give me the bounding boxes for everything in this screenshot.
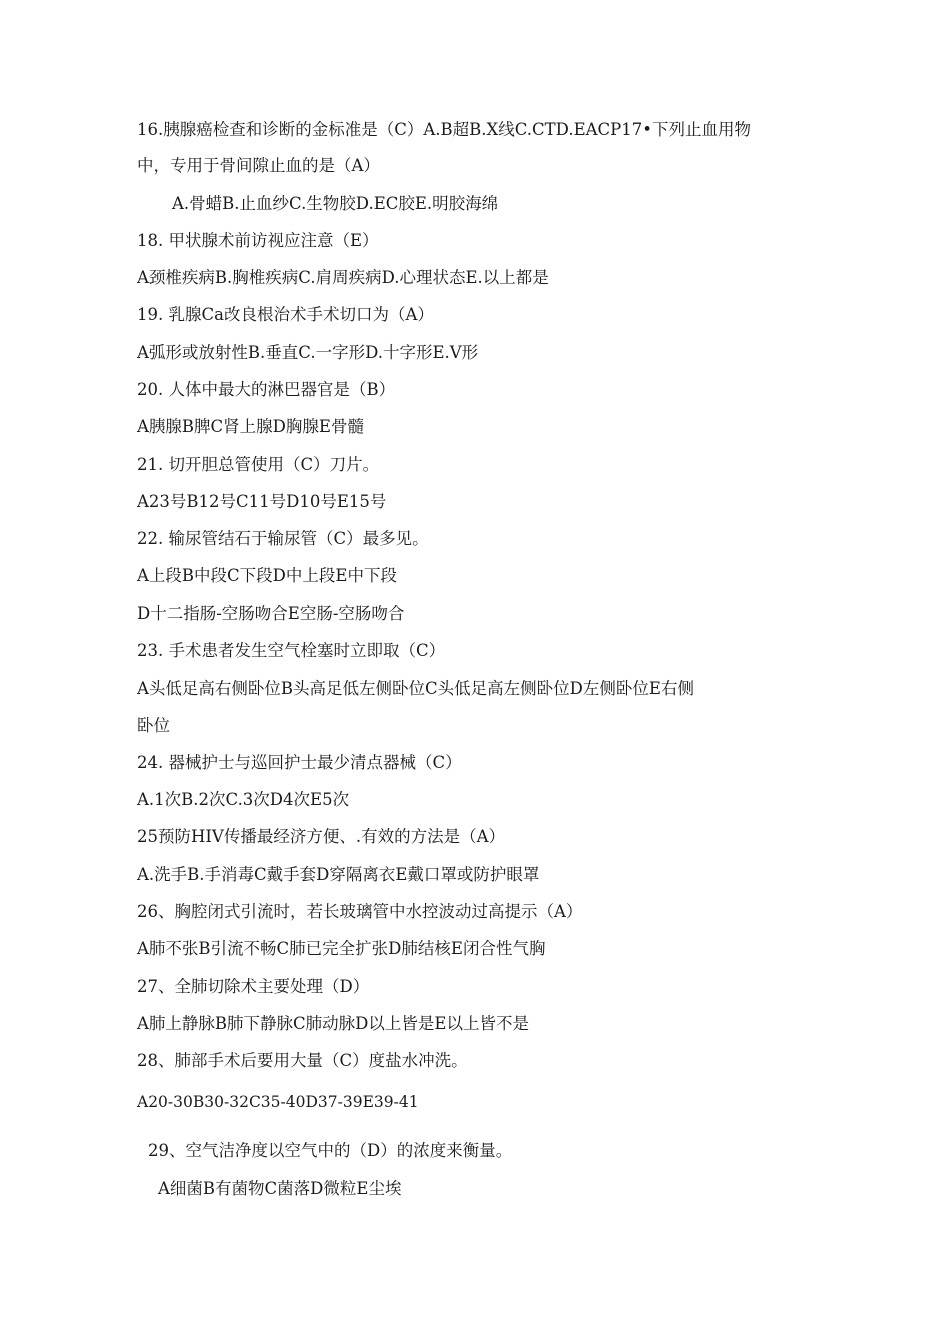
question-16-line: 16.胰腺癌检查和诊断的金标准是（C）A.B超B.X线C.CTD.EACP17•下列止血用物: [137, 120, 751, 139]
question-23-stem: 23. 手术患者发生空气栓塞时立即取（C）: [137, 641, 446, 660]
question-17-options: A.骨蜡B.止血纱C.生物胶D.EC胶E.明胶海绵: [172, 194, 499, 213]
question-20-options: A胰腺B脾C肾上腺D胸腺E骨髓: [137, 417, 364, 436]
question-27-options: A肺上静脉B肺下静脉C肺动脉D以上皆是E以上皆不是: [137, 1014, 529, 1033]
question-22-options-extra: D十二指肠-空肠吻合E空肠-空肠吻合: [137, 604, 405, 623]
question-27-stem: 27、全肺切除术主要处理（D）: [137, 977, 370, 996]
question-29-stem: 29、空气洁净度以空气中的（D）的浓度来衡量。: [148, 1141, 513, 1160]
question-24-stem: 24. 器械护士与巡回护士最少清点器械（C）: [137, 753, 462, 772]
question-26-options: A肺不张B引流不畅C肺已完全扩张D肺结核E闭合性气胸: [137, 939, 546, 958]
question-19-stem: 19. 乳腺Ca改良根治术手术切口为（A）: [137, 305, 434, 324]
question-20-stem: 20. 人体中最大的淋巴器官是（B）: [137, 380, 396, 399]
question-25-options: A.洗手B.手消毒C戴手套D穿隔离衣E戴口罩或防护眼罩: [137, 865, 540, 884]
question-18-options: A颈椎疾病B.胸椎疾病C.肩周疾病D.心理状态E.以上都是: [137, 268, 549, 287]
question-29-options: A细菌B有菌物C菌落D微粒E尘埃: [158, 1179, 402, 1198]
question-22-stem: 22. 输尿管结石于输尿管（C）最多见。: [137, 529, 429, 548]
question-21-stem: 21. 切开胆总管使用（C）刀片。: [137, 455, 380, 474]
question-21-options: A23号B12号C11号D10号E15号: [137, 492, 387, 511]
question-25-stem: 25预防HIV传播最经济方便、.有效的方法是（A）: [137, 827, 505, 846]
question-26-stem: 26、胸腔闭式引流时，若长玻璃管中水控波动过高提示（A）: [137, 902, 583, 921]
question-19-options: A弧形或放射性B.垂直C.一字形D.十字形E.V形: [137, 343, 479, 362]
question-17-stem-continued: 中，专用于骨间隙止血的是（A）: [137, 156, 380, 175]
question-22-options: A上段B中段C下段D中上段E中下段: [137, 566, 397, 585]
question-28-options: A20-30B30-32C35-40D37-39E39-41: [137, 1093, 419, 1111]
question-18-stem: 18. 甲状腺术前访视应注意（E）: [137, 231, 379, 250]
question-24-options: A.1次B.2次C.3次D4次E5次: [137, 790, 350, 809]
question-23-options-continued: 卧位: [137, 716, 170, 735]
question-28-stem: 28、肺部手术后要用大量（C）度盐水冲洗。: [137, 1051, 468, 1070]
question-23-options: A头低足高右侧卧位B头高足低左侧卧位C头低足高左侧卧位D左侧卧位E右侧: [137, 679, 694, 698]
